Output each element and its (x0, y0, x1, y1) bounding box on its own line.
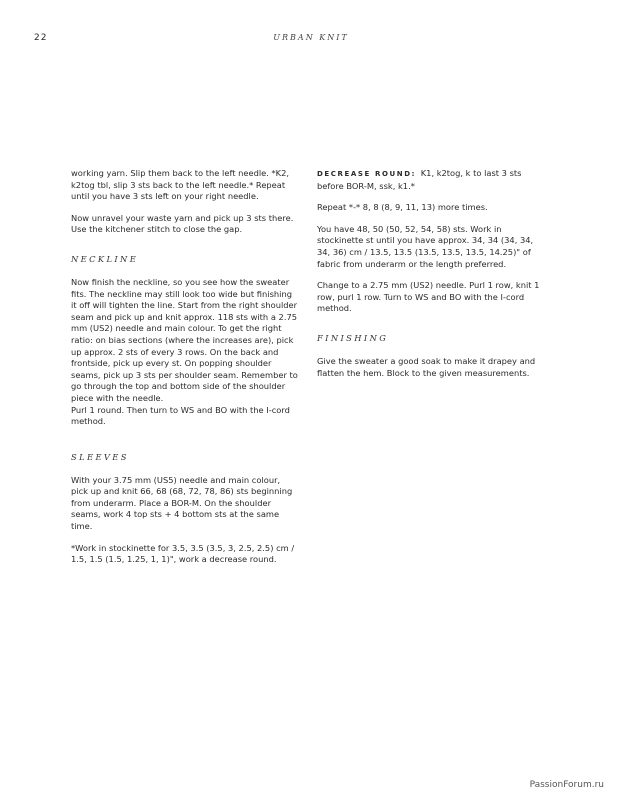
paragraph: With your 3.75 mm (US5) needle and main colour, pick up and knit 66, 68 (68, 72, 78, 86) sts beginning from underarm. Place a BOR-M. On the shoulder seams, work 4 top sts + 4 bottom sts at the same time. (71, 474, 293, 532)
running-title: URBAN KNIT (273, 33, 349, 42)
paragraph: Give the sweater a good soak to make it drapey and flatten the hem. Block to the given measurements. (317, 355, 536, 378)
paragraph: Repeat *-* 8, 8 (8, 9, 11, 13) more times. (317, 202, 488, 213)
right-column (317, 168, 545, 389)
section-heading-sleeves: SLEEVES (71, 451, 129, 462)
paragraph: Now finish the neckline, so you see how the sweater fits. The neckline may still look too wide but finishing it off will tighten the line. Start from the right shoulder seam and pick up and knit approx. 118 sts with a 2.75 mm (US2) needle and main colour. To get the right ratio: on bias sections (where the increases are), pick up approx. 2 sts of every 3 rows. On the back and frontside, pick up every st. On popping shoulder seams, pick up 3 sts per shoulder seam. Remember to go through the top and bottom side of the shoulder piece with the needle. (71, 276, 298, 403)
section-heading-finishing: FINISHING (317, 332, 389, 343)
page-number: 22 (34, 33, 48, 43)
section-heading-neckline: NECKLINE (71, 253, 139, 264)
left-column (71, 168, 299, 576)
paragraph: You have 48, 50 (50, 52, 54, 58) sts. Work in stockinette st until you have approx. 34, 34 (34, 34, 34, 36) cm / 13.5, 13.5 (13.5, 13.5, 13.5, 14.25)" of fabric from underarm or the length preferred. (317, 223, 534, 269)
paragraph: Now unravel your waste yarn and pick up 3 sts there. Use the kitchener stitch to close the gap. (71, 212, 294, 235)
paragraph: *Work in stockinette for 3.5, 3.5 (3.5, 3, 2.5, 2.5) cm / 1.5, 1.5 (1.5, 1.25, 1, 1)", work a decrease round. (71, 542, 295, 565)
watermark: PassionForum.ru (529, 780, 604, 790)
decrease-round-text: K1, k2tog, k to last 3 sts before BOR-M, ssk, k1.* (317, 168, 522, 191)
decrease-round-label: DECREASE ROUND: (317, 170, 417, 178)
paragraph (317, 168, 545, 192)
paragraph: working yarn. Slip them back to the left needle. *K2, k2tog tbl, slip 3 sts back to the left needle.* Repeat until you have 3 sts left on your right needle. (71, 168, 290, 202)
paragraph: Purl 1 round. Then turn to WS and BO with the I-cord method. (71, 404, 290, 427)
paragraph: Change to a 2.75 mm (US2) needle. Purl 1 row, knit 1 row, purl 1 row. Turn to WS and BO with the I-cord method. (317, 280, 540, 314)
